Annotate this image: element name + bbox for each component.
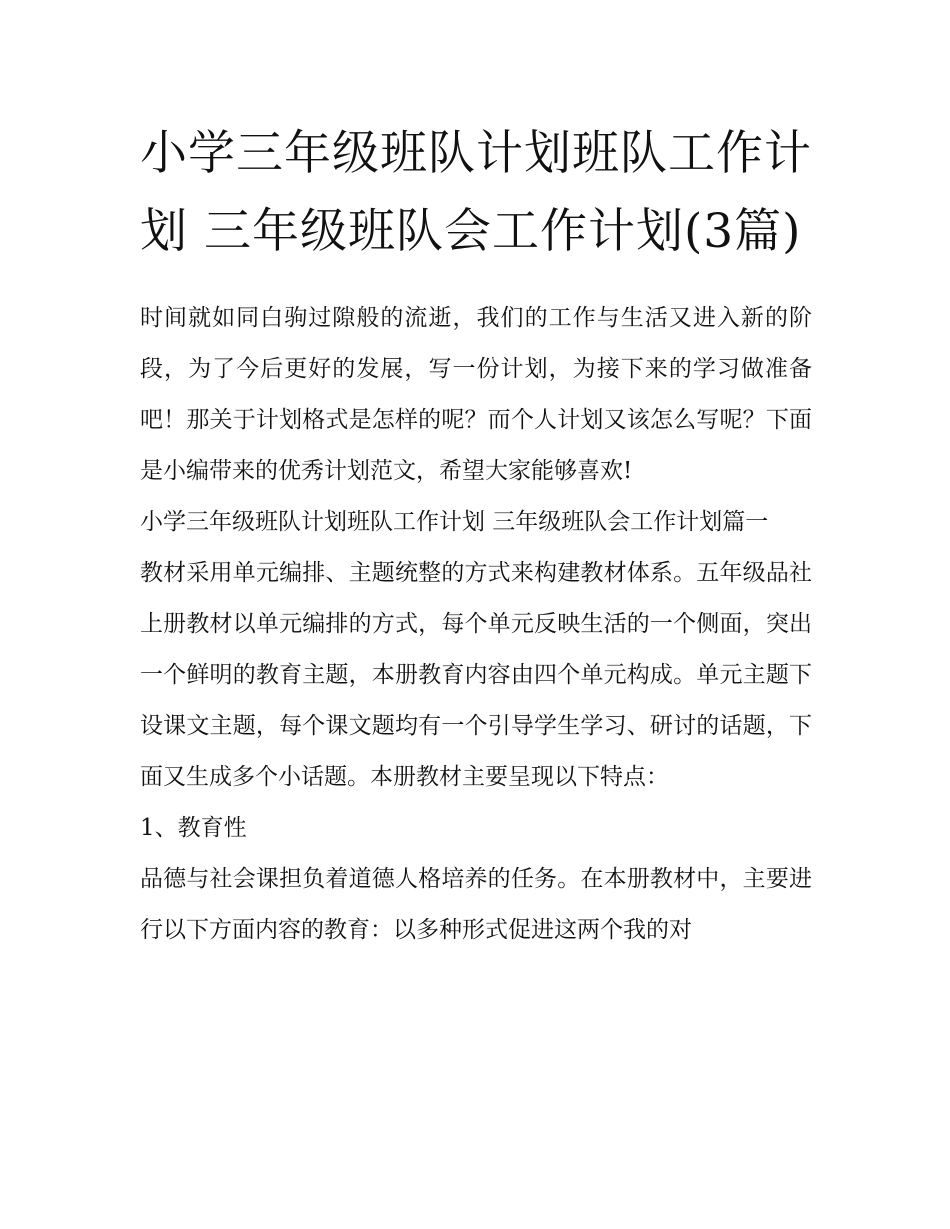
- document-title: 小学三年级班队计划班队工作计划 三年级班队会工作计划(3篇): [140, 126, 812, 259]
- body-paragraph: 教材采用单元编排、主题统整的方式来构建教材体系。五年级品社上册教材以单元编排的方式，每个单元反映生活的一个侧面，突出一个鲜明的教育主题，本册教育内容由四个单元构成。单元主题下设课文主题，每个课文题均有一个引导学生学习、研讨的话题，下面又生成多个小话题。本册教材主要呈现以下特点：: [140, 560, 812, 790]
- subheading-education: 1、教育性: [140, 815, 247, 841]
- document-page: [140, 115, 812, 956]
- section-heading: 小学三年级班队计划班队工作计划 三年级班队会工作计划篇一: [140, 509, 769, 535]
- body-paragraph-2: 品德与社会课担负着道德人格培养的任务。在本册教材中，主要进行以下方面内容的教育：以多种形式促进这两个我的对: [140, 866, 812, 943]
- intro-paragraph: 时间就如同白驹过隙般的流逝，我们的工作与生活又进入新的阶段，为了今后更好的发展，写一份计划，为接下来的学习做准备吧！那关于计划格式是怎样的呢？而个人计划又该怎么写呢？下面是小编带来的优秀计划范文，希望大家能够喜欢!: [140, 305, 812, 484]
